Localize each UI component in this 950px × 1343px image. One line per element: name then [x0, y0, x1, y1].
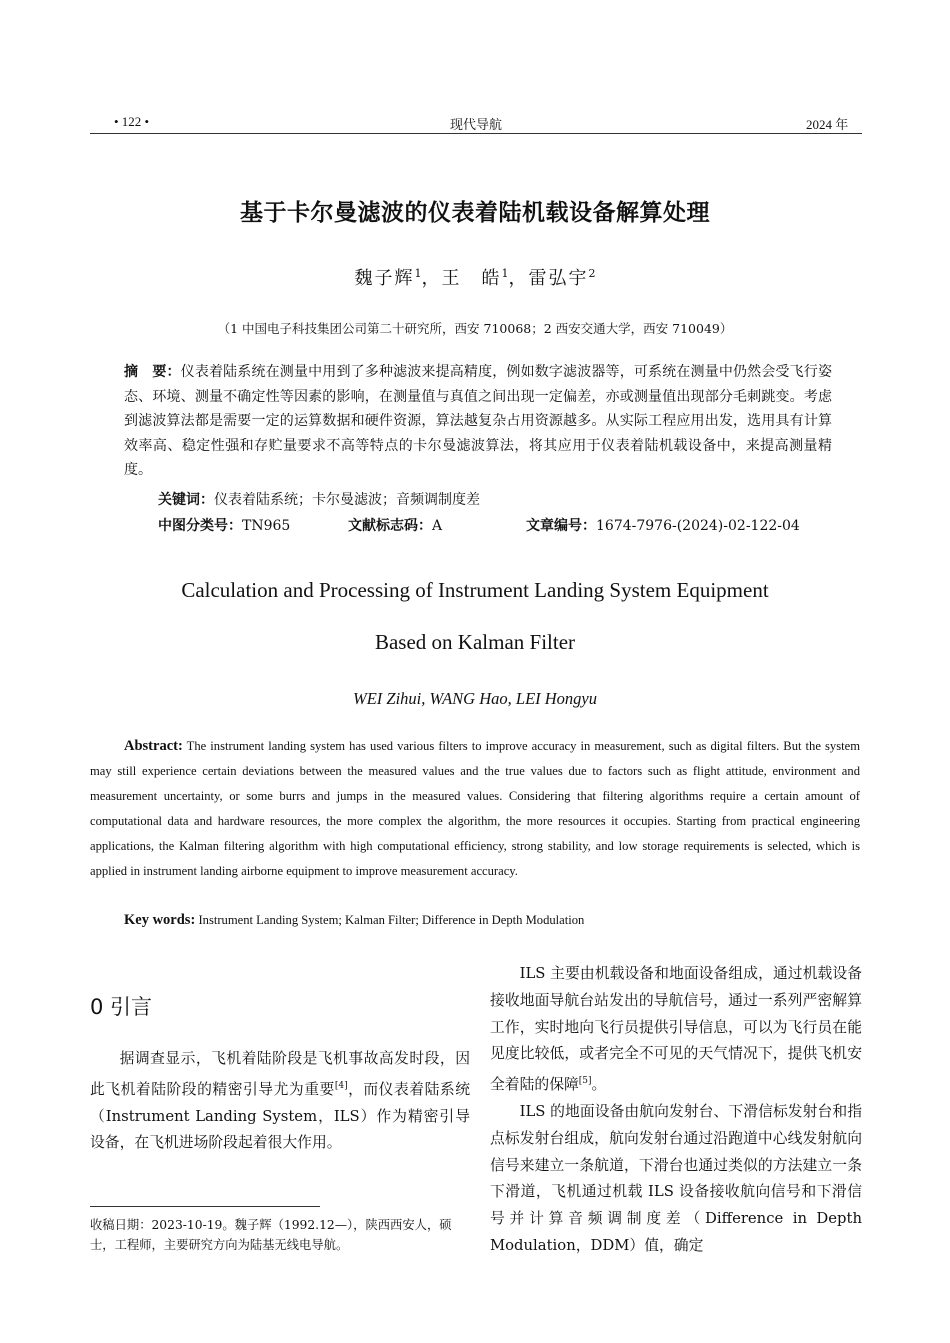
keywords-cn-label: 关键词： — [158, 492, 214, 508]
paragraph: ILS 的地面设备由航向发射台、下滑信标发射台和指点标发射台组成，航向发射台通过沿跑道中心线发射航向信号来建立一条航道，下滑台也通过类似的方法建立一条下滑道，飞机通过机载 ILS 设备接收航向信号和下滑信号并计算音频调制度差（Difference in Depth Modulation，DDM）值，确定 — [490, 1102, 862, 1254]
abstract-cn — [124, 360, 832, 483]
abstract-en-text: The instrument landing system has used various filters to improve accuracy in measurement, such as digital filters. But the system may still experience certain deviations between the measured values and the true values due to factors such as flight attitude, environment and measurement uncertainty, or some burrs and jumps in the measured values. Considering that filtering algorithms require a certain amount of computational data and hardware resources, the more complex the algorithm, the more resources it occupies. Starting from practical engineering applications, the Kalman filtering algorithm with high computational efficiency, strong stability, and low storage requirements is selected, which is applied in instrument landing airborne equipment to improve measurement accuracy. — [90, 739, 861, 878]
authors-cn: 魏子辉$^1$，王 皓$^1$，雷弘宇$^2$ — [354, 267, 596, 289]
author-name: 魏子辉 — [354, 268, 415, 289]
paragraph-text: ILS 主要由机载设备和地面设备组成，通过机载设备接收地面导航台站发出的导航信号，通过一系列严密解算工作，实时地向飞行员提供引导信息，可以为飞行员在能见度比较低，或者完全不可见的天气情况下，提供飞机安全着陆的保障 — [490, 965, 862, 1094]
author-name: 雷弘宇 — [528, 268, 589, 289]
author-affiliation-mark: 1 — [414, 267, 422, 280]
abstract-cn-text: 仪表着陆系统在测量中用到了多种滤波来提高精度，例如数字滤波器等，可系统在测量中仍然会受飞行姿态、环境、测量不确定性等因素的影响，在测量值与真值之间出现一定偏差，亦或测量值出现部分毛刺跳变。考虑到滤波算法都是需要一定的运算数据和硬件资源，算法越复杂占用资源越多。从实际工程应用出发，选用具有计算效率高、稳定性强和存贮量要求不高等特点的卡尔曼滤波算法，将其应用于仪表着陆机载设备中，来提高测量精度。 — [124, 364, 833, 478]
keywords-cn — [158, 489, 480, 509]
abstract-en-label: Abstract: — [124, 738, 183, 754]
keywords-en-text: Instrument Landing System; Kalman Filter; Difference in Depth Modulation — [198, 913, 585, 927]
keywords-cn-text: 仪表着陆系统；卡尔曼滤波；音频调制度差 — [214, 492, 480, 508]
author-affiliation-mark: 2 — [588, 267, 596, 280]
keywords-en-label: Key words: — [124, 912, 196, 928]
article-number — [526, 515, 800, 535]
abstract-en — [90, 734, 860, 884]
authors-en: WEI Zihui, WANG Hao, LEI Hongyu — [352, 689, 598, 708]
author-affiliation-mark: 1 — [501, 267, 509, 280]
document-code — [348, 515, 442, 535]
section-heading-introduction: 0 引言 — [90, 995, 153, 1019]
paper-title-en-line1: Calculation and Processing of Instrument Landing System Equipment — [181, 578, 769, 602]
footnote-rule — [90, 1206, 320, 1207]
page-number: • 122 • — [114, 114, 150, 129]
body-column-left — [90, 1046, 470, 1157]
article-number-value: 1674-7976-(2024)-02-122-04 — [596, 518, 800, 534]
paragraph-text: ，而仪表着陆系统（Instrument Landing System，ILS）作为精密引导设备，在飞机进场阶段起着很大作用。 — [90, 1080, 470, 1152]
affiliation-cn: （1 中国电子科技集团公司第二十研究所，西安 710068；2 西安交通大学，西安 710049） — [217, 321, 733, 336]
clc-value: TN965 — [242, 518, 291, 534]
header-year: 2024 年 — [806, 117, 849, 132]
paper-title-en-line2: Based on Kalman Filter — [374, 630, 576, 654]
article-number-label: 文章编号： — [526, 518, 596, 534]
header-rule — [90, 133, 862, 134]
author-name: 王 皓 — [441, 268, 502, 289]
paper-title-cn: 基于卡尔曼滤波的仪表着陆机载设备解算处理 — [240, 200, 710, 226]
document-code-label: 文献标志码： — [348, 518, 432, 534]
paragraph-text: 。 — [591, 1076, 607, 1094]
document-code-value: A — [432, 518, 443, 534]
paragraph — [90, 1046, 470, 1157]
citation-link[interactable]: [4] — [334, 1080, 348, 1091]
abstract-cn-label: 摘 要： — [124, 364, 181, 380]
clc-number — [158, 515, 290, 535]
body-column-right — [490, 961, 862, 1260]
paragraph — [490, 961, 862, 1099]
citation-link[interactable]: [5] — [578, 1076, 592, 1087]
paragraph-text: 据调查显示，飞机着陆阶段是飞机事故高发时段，因此飞机着陆阶段的精密引导尤为重要 — [90, 1050, 470, 1098]
clc-label: 中图分类号： — [158, 518, 242, 534]
keywords-en — [124, 912, 584, 929]
journal-name: 现代导航 — [450, 117, 503, 132]
footnote-received-date: 收稿日期：2023-10-19。魏子辉（1992.12—），陕西西安人，硕士，工程师，主要研究方向为陆基无线电导航。 — [90, 1218, 452, 1252]
